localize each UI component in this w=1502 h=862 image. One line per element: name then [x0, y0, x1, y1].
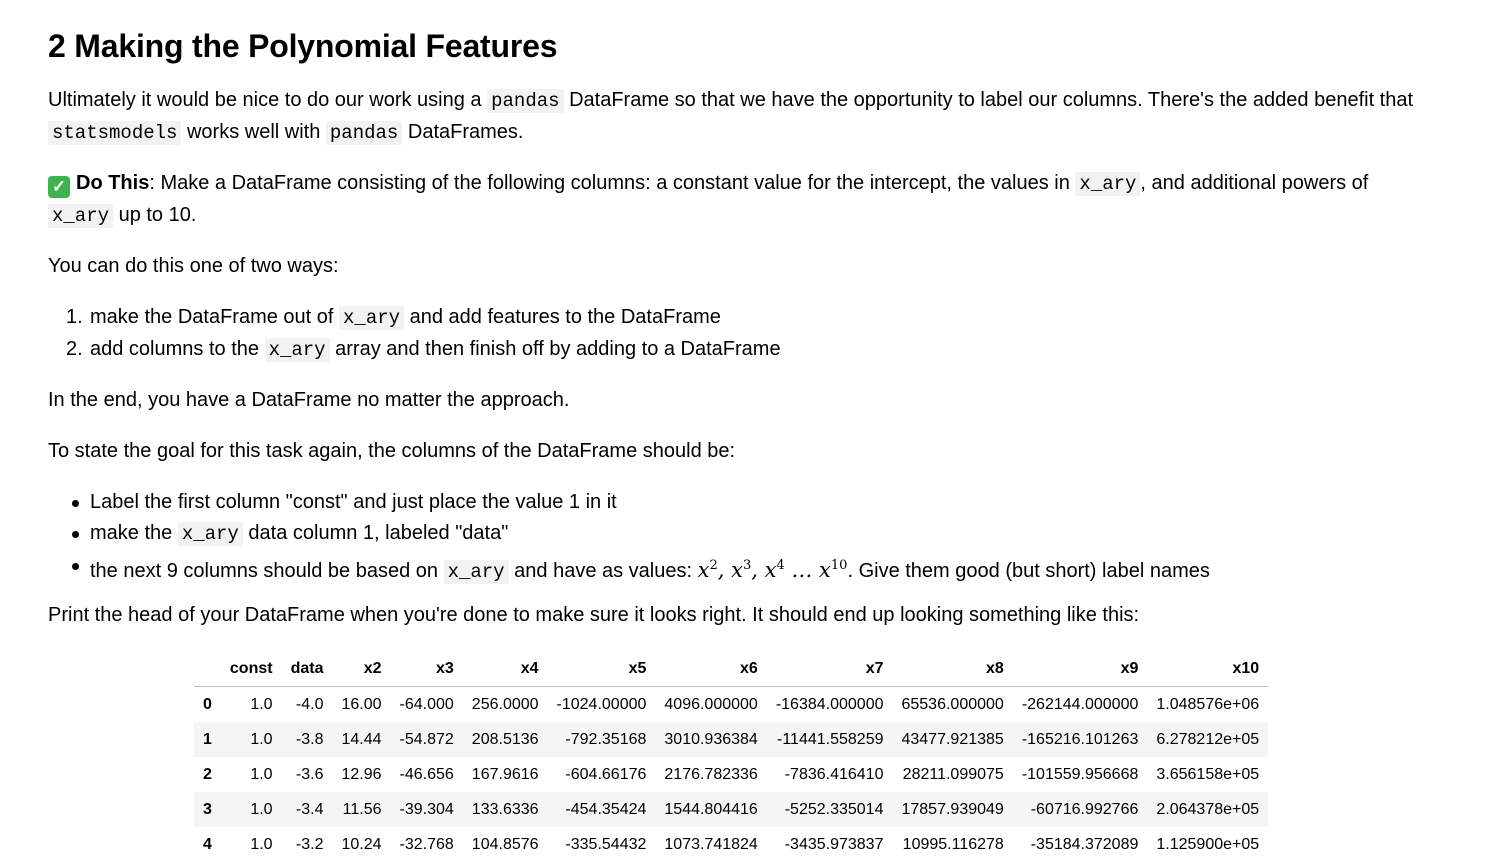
- table-cell: 10995.116278: [902, 835, 1004, 853]
- table-cell: 2176.782336: [664, 765, 758, 783]
- table-cell: 3010.936384: [664, 730, 758, 748]
- table-row: [194, 792, 1268, 827]
- table-row: [194, 827, 1268, 862]
- task-label: Do This: [76, 172, 150, 194]
- table-cell: -35184.372089: [1030, 835, 1139, 853]
- table-cell: -11441.558259: [777, 730, 884, 748]
- table-cell: 1.125900e+05: [1156, 835, 1260, 853]
- table-row: [194, 687, 1268, 723]
- table-cell: 1.0: [250, 765, 273, 783]
- table-cell: -46.656: [399, 765, 454, 783]
- math-expression: $x^2$, $x^3$, $x^4$ … $x^{10}$: [697, 558, 848, 582]
- table-cell: 1073.741824: [664, 835, 758, 853]
- table-cell: -792.35168: [565, 730, 647, 748]
- row-index: 0: [203, 695, 212, 713]
- table-row: [194, 757, 1268, 792]
- table-cell: -60716.992766: [1030, 800, 1139, 818]
- list-item: the next 9 columns should be based on x_ary and have as values: $x^2$, $x^3$, $x^4$ … $x^{10}$. Give them good (but short) label names: [48, 550, 1210, 588]
- ways-list: [48, 302, 781, 366]
- column-header: x7: [767, 652, 893, 687]
- table-cell: -3435.973837: [784, 835, 884, 853]
- column-header: x10: [1147, 652, 1268, 687]
- table-cell: -16384.000000: [775, 695, 884, 713]
- table-cell: -165216.101263: [1021, 730, 1139, 748]
- list-item: make the x_ary data column 1, labeled "data": [48, 518, 1210, 550]
- inline-code: pandas: [487, 89, 563, 113]
- table-cell: 104.8576: [471, 835, 539, 853]
- table-cell: -454.35424: [565, 800, 647, 818]
- table-cell: -101559.956668: [1021, 765, 1139, 783]
- table-cell: -335.54432: [565, 835, 647, 853]
- row-index: 1: [203, 730, 212, 748]
- intro-paragraph: Ultimately it would be nice to do our work using a pandas DataFrame so that we have the opportunity to label our columns. There's the added benefit that statsmodels works well with pandas DataFrames.: [48, 89, 1414, 144]
- list-item: 2. add columns to the x_ary array and then finish off by adding to a DataFrame: [66, 338, 781, 361]
- inline-code: x_ary: [444, 560, 509, 584]
- column-header: x2: [332, 652, 390, 687]
- inline-code: x_ary: [1075, 172, 1140, 196]
- inline-code: statsmodels: [48, 121, 181, 145]
- table-cell: -54.872: [399, 730, 454, 748]
- table-cell: 3.656158e+05: [1156, 765, 1260, 783]
- column-header: x9: [1013, 652, 1148, 687]
- ways-intro: You can do this one of two ways:: [48, 255, 339, 277]
- goals-list: [48, 487, 1210, 588]
- table-cell: 14.44: [341, 730, 382, 748]
- table-cell: -64.000: [399, 695, 454, 713]
- table-cell: -7836.416410: [784, 765, 884, 783]
- row-index: 2: [203, 765, 212, 783]
- table-cell: 2.064378e+05: [1156, 800, 1260, 818]
- bullet-icon: [72, 500, 79, 507]
- table-cell: 10.24: [341, 835, 382, 853]
- column-header: x3: [391, 652, 463, 687]
- end-paragraph: In the end, you have a DataFrame no matter the approach.: [48, 389, 570, 411]
- bullet-icon: [72, 531, 79, 538]
- table-header-row: [194, 652, 1268, 687]
- table-cell: -604.66176: [565, 765, 647, 783]
- inline-code: x_ary: [178, 522, 243, 546]
- column-header: x8: [892, 652, 1012, 687]
- table-cell: -3.4: [295, 800, 324, 818]
- column-header: x5: [548, 652, 656, 687]
- section-heading: 2 Making the Polynomial Features: [48, 28, 558, 64]
- column-header: x4: [463, 652, 548, 687]
- table-cell: 1544.804416: [664, 800, 758, 818]
- dataframe-table: [194, 652, 1268, 862]
- table-cell: 11.56: [342, 800, 382, 818]
- check-mark-icon: ✓: [48, 176, 70, 198]
- table-cell: -3.8: [295, 730, 324, 748]
- inline-code: x_ary: [48, 204, 113, 228]
- inline-code: x_ary: [339, 306, 404, 330]
- table-cell: 133.6336: [471, 800, 539, 818]
- table-cell: 256.0000: [471, 695, 539, 713]
- inline-code: pandas: [326, 121, 402, 145]
- inline-code: x_ary: [265, 338, 330, 362]
- column-header: const: [221, 652, 282, 687]
- table-cell: 17857.939049: [901, 800, 1004, 818]
- table-cell: 65536.000000: [901, 695, 1004, 713]
- table-cell: 4096.000000: [664, 695, 758, 713]
- table-cell: 208.5136: [471, 730, 539, 748]
- column-header: x6: [655, 652, 766, 687]
- table-cell: 1.0: [250, 835, 273, 853]
- table-cell: 1.0: [250, 695, 273, 713]
- table-cell: -5252.335014: [784, 800, 884, 818]
- table-cell: -1024.00000: [556, 695, 647, 713]
- table-cell: -4.0: [295, 695, 324, 713]
- table-cell: -32.768: [399, 835, 454, 853]
- bullet-icon: [72, 563, 79, 570]
- table-cell: 16.00: [341, 695, 382, 713]
- print-paragraph: Print the head of your DataFrame when you're done to make sure it looks right. It should end up looking something like this:: [48, 604, 1140, 626]
- table-cell: 1.048576e+06: [1156, 695, 1260, 713]
- row-index: 4: [203, 835, 212, 853]
- column-header: data: [282, 652, 333, 687]
- table-cell: 1.0: [250, 800, 273, 818]
- task-paragraph: ✓ Do This: Make a DataFrame consisting of the following columns: a constant value for the intercept, the values in x_ary , and additional powers of x_ary up to 10.: [48, 168, 1368, 232]
- table-cell: -3.6: [295, 765, 324, 783]
- table-cell: 43477.921385: [901, 730, 1004, 748]
- table-row: [194, 722, 1268, 757]
- table-cell: 167.9616: [471, 765, 539, 783]
- table-cell: 28211.099075: [902, 765, 1004, 783]
- table-cell: 12.96: [341, 765, 382, 783]
- column-header: [194, 652, 221, 687]
- table-cell: -39.304: [399, 800, 454, 818]
- table-cell: -3.2: [295, 835, 324, 853]
- row-index: 3: [203, 800, 212, 818]
- table-cell: 6.278212e+05: [1156, 730, 1260, 748]
- goal-paragraph: To state the goal for this task again, the columns of the DataFrame should be:: [48, 440, 736, 462]
- list-item: 1. make the DataFrame out of x_ary and add features to the DataFrame: [66, 306, 721, 329]
- table-cell: 1.0: [250, 730, 273, 748]
- table-cell: -262144.000000: [1021, 695, 1139, 713]
- list-item: Label the first column "const" and just place the value 1 in it: [48, 487, 1210, 518]
